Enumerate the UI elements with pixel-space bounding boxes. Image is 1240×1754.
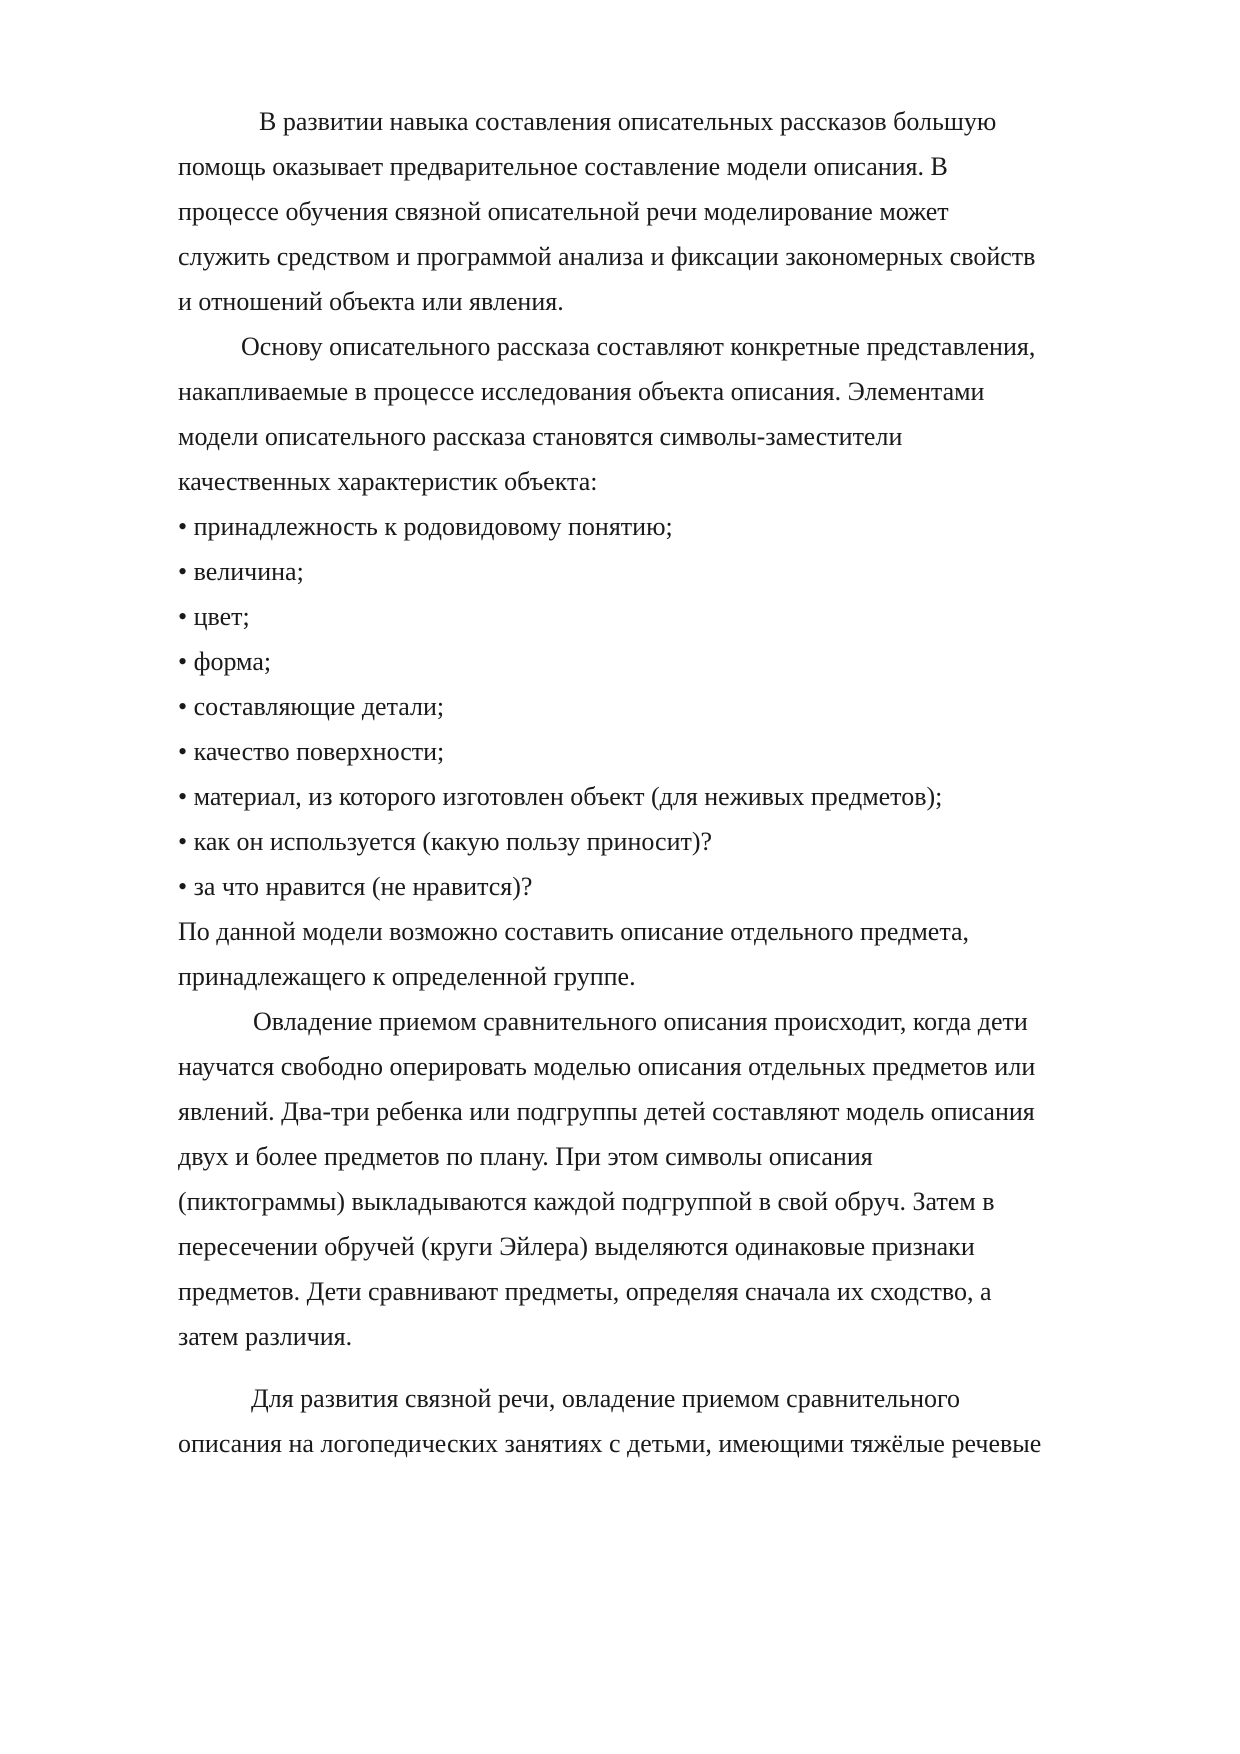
list-item: • материал, из которого изготовлен объект (для неживых предметов);: [178, 782, 943, 811]
text-line: помощь оказывает предварительное составление модели описания. В: [178, 152, 948, 181]
list-item: • качество поверхности;: [178, 737, 445, 766]
list-item: • форма;: [178, 647, 272, 676]
text-line: двух и более предметов по плану. При этом символы описания: [178, 1142, 873, 1171]
text-line: явлений. Два-три ребенка или подгруппы детей составляют модель описания: [178, 1097, 1035, 1126]
text-line: научатся свободно оперировать моделью описания отдельных предметов или: [178, 1052, 1036, 1081]
text-line: (пиктограммы) выкладываются каждой подгруппой в свой обруч. Затем в: [178, 1187, 995, 1216]
text-line: предметов. Дети сравнивают предметы, определяя сначала их сходство, а: [178, 1277, 992, 1306]
list-item: • как он используется (какую пользу приносит)?: [178, 827, 713, 856]
text-line: качественных характеристик объекта:: [178, 467, 598, 496]
text-line: процессе обучения связной описательной речи моделирование может: [178, 197, 949, 226]
text-line: модели описательного рассказа становятся символы-заместители: [178, 422, 903, 451]
text-line: По данной модели возможно составить описание отдельного предмета,: [178, 917, 970, 946]
text-line: и отношений объекта или явления.: [178, 287, 564, 316]
text-line: Овладение приемом сравнительного описания происходит, когда дети: [253, 1007, 1028, 1036]
list-item: • величина;: [178, 557, 304, 586]
text-line: Основу описательного рассказа составляют конкретные представления,: [241, 332, 1036, 361]
text-line: накапливаемые в процессе исследования объекта описания. Элементами: [178, 377, 985, 406]
text-line: затем различия.: [178, 1322, 353, 1351]
text-line: Для развития связной речи, овладение приемом сравнительного: [251, 1384, 961, 1413]
list-item: • составляющие детали;: [178, 692, 445, 721]
list-item: • за что нравится (не нравится)?: [178, 872, 533, 901]
text-line: принадлежащего к определенной группе.: [178, 962, 636, 991]
text-line: служить средством и программой анализа и фиксации закономерных свойств: [178, 242, 1036, 271]
list-item: • цвет;: [178, 602, 250, 631]
list-item: • принадлежность к родовидовому понятию;: [178, 512, 673, 541]
text-line: описания на логопедических занятиях с детьми, имеющими тяжёлые речевые: [178, 1429, 1042, 1458]
text-line: В развитии навыка составления описательных рассказов большую: [259, 107, 997, 136]
text-line: пересечении обручей (круги Эйлера) выделяются одинаковые признаки: [178, 1232, 975, 1261]
